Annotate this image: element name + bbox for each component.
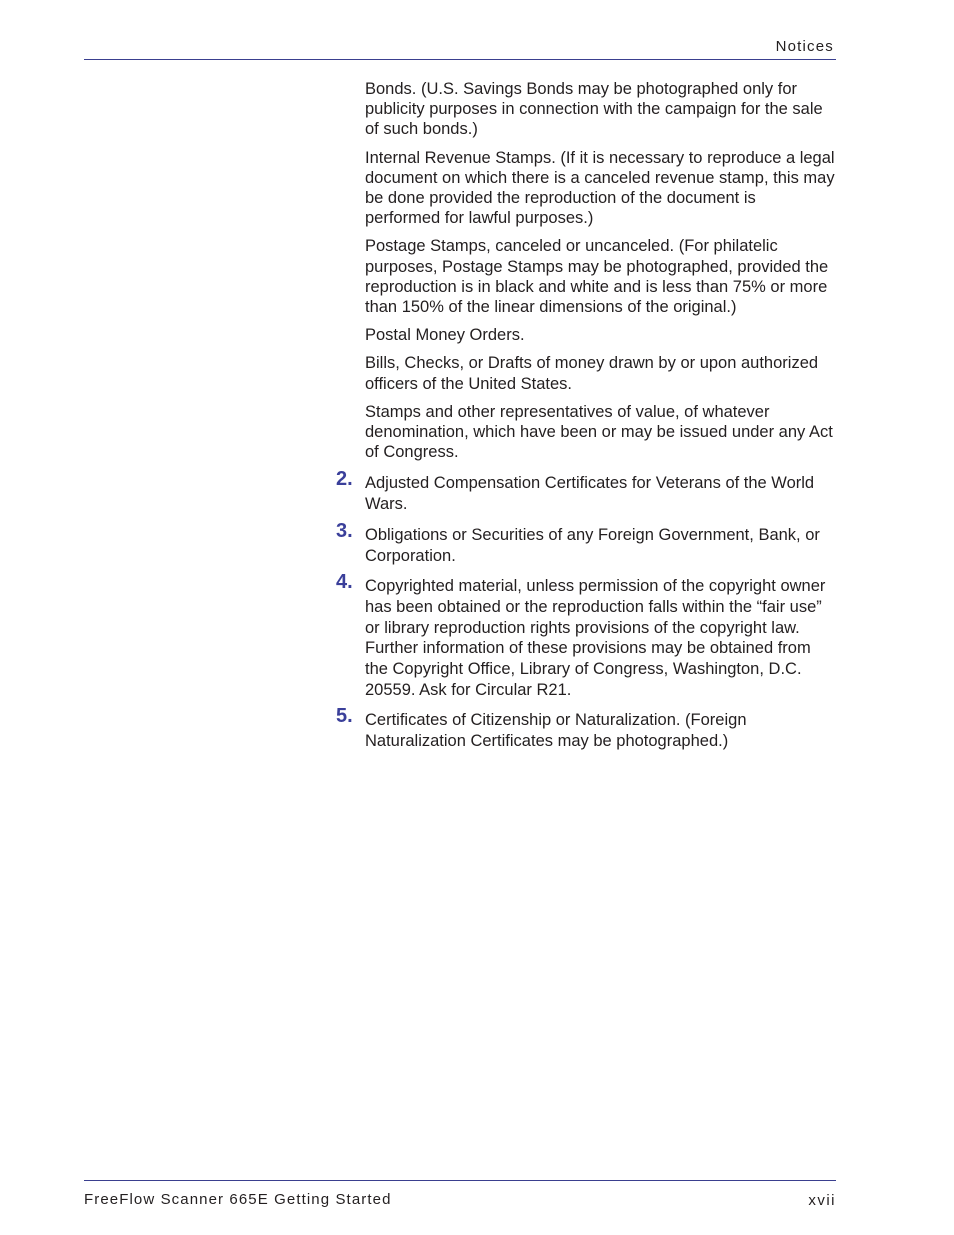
list-number: 2. <box>336 468 353 491</box>
list-number: 5. <box>336 705 353 728</box>
paragraph-bonds: Bonds. (U.S. Savings Bonds may be photographed only for publicity purposes in connection with the campaign for the sale of such bonds.) <box>365 80 823 139</box>
main-content <box>336 79 835 762</box>
section-title: Notices <box>775 38 834 55</box>
paragraph-revenue-stamps: Internal Revenue Stamps. (If it is necessary to reproduce a legal document on which there is a canceled revenue stamp, this may be done provided the reproduction of the document is performed for lawful purposes.) <box>365 148 835 228</box>
header-divider <box>84 59 836 60</box>
paragraph-bills-checks: Bills, Checks, or Drafts of money drawn by or upon authorized officers of the United States. <box>365 354 819 393</box>
list-item <box>336 705 835 751</box>
paragraph-money-orders: Postal Money Orders. <box>365 326 525 345</box>
list-item-text: Obligations or Securities of any Foreign Government, Bank, or Corporation. <box>365 525 820 565</box>
list-item <box>336 468 835 514</box>
footer-divider <box>84 1180 836 1181</box>
list-item-text: Certificates of Citizenship or Naturalization. (Foreign Naturalization Certificates may be photographed.) <box>365 711 747 751</box>
list-item <box>336 571 835 700</box>
page-number: xvii <box>808 1192 836 1209</box>
paragraph-stamps-value: Stamps and other representatives of value, of whatever denomination, which have been or may be issued under any Act of Congress. <box>365 402 833 462</box>
list-item-text: Adjusted Compensation Certificates for Veterans of the World Wars. <box>365 474 815 514</box>
list-number: 4. <box>336 571 353 594</box>
list-item <box>336 519 835 566</box>
document-title: FreeFlow Scanner 665E Getting Started <box>84 1191 392 1208</box>
list-number: 3. <box>336 519 353 542</box>
paragraph-postage-stamps: Postage Stamps, canceled or uncanceled. (For philatelic purposes, Postage Stamps may be photographed, provided the reproduction is in black and white and is less than 75% or more than 150% of the linear dimensions of the original.) <box>365 237 829 317</box>
list-item-text: Copyrighted material, unless permission of the copyright owner has been obtained or the reproduction falls within the “fair use” or library reproduction rights provisions of the copyright law. Further information of these provisions may be obtained from the Copyright Office, Library of Congress, Washington, D.C. 20559. Ask for Circular R21. <box>365 577 826 699</box>
